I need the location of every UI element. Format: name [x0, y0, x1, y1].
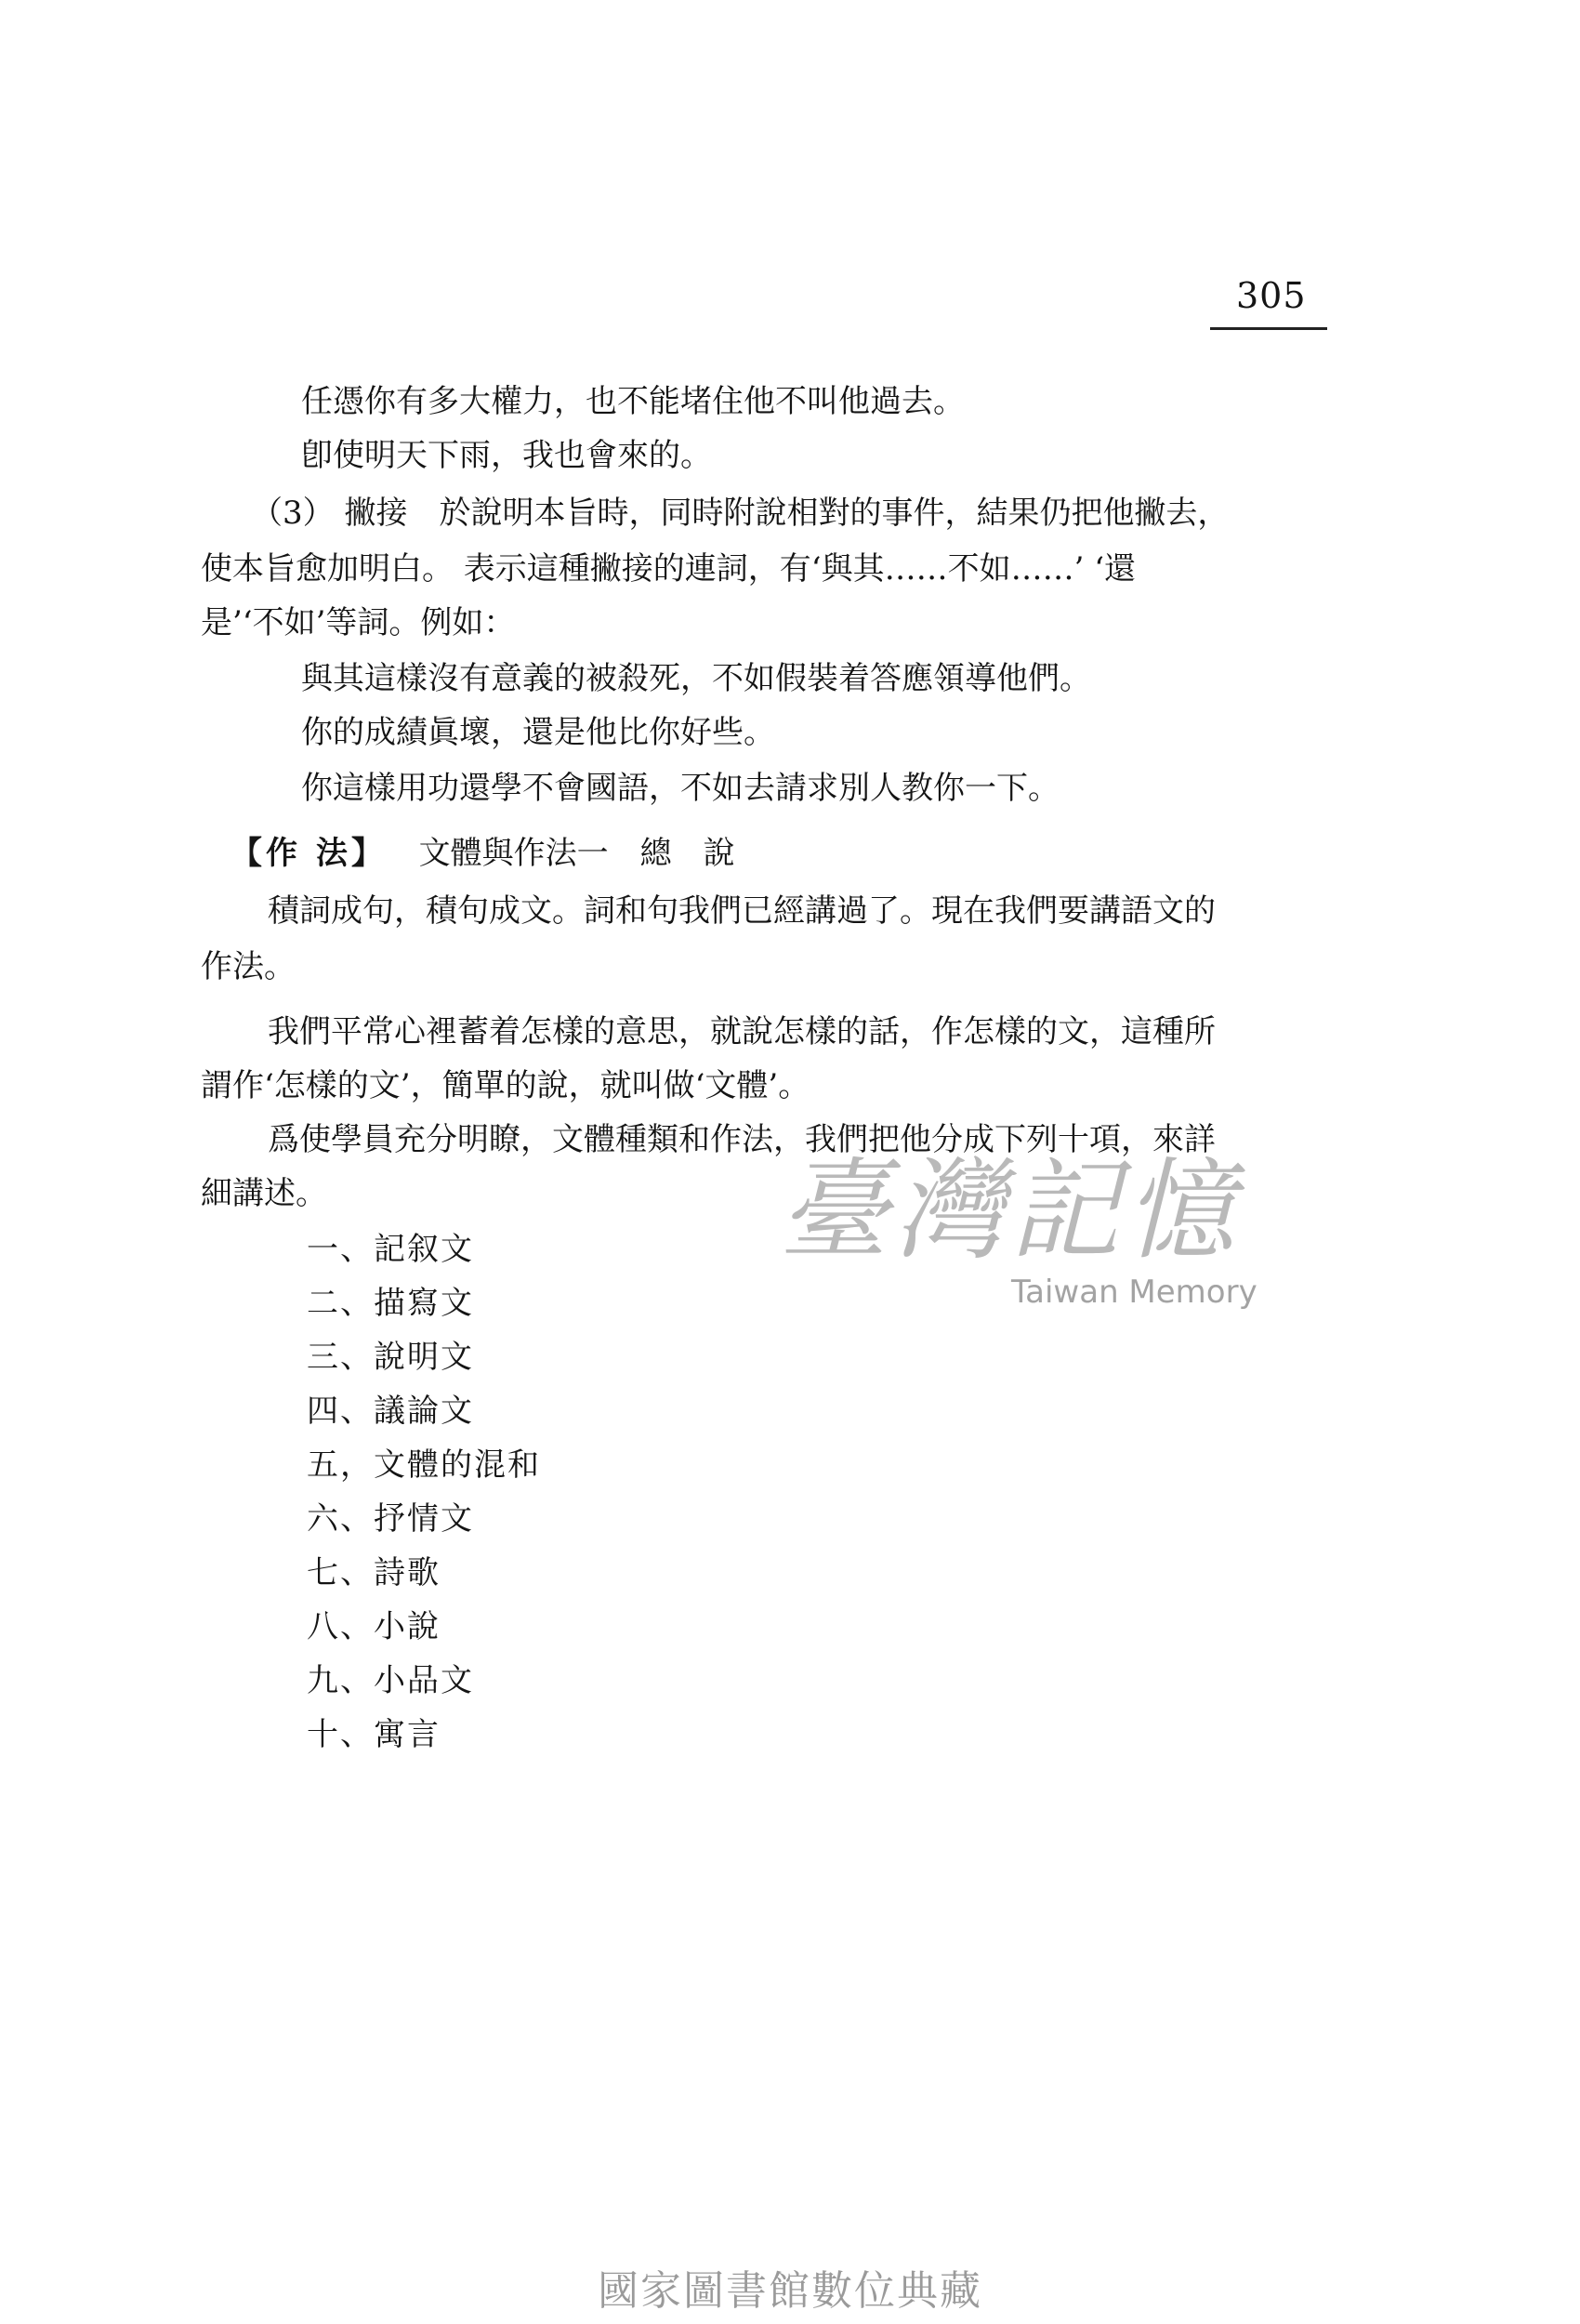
- heading-title: 文體與作法一 總 說: [418, 835, 735, 872]
- section-3-line: 使本旨愈加明白。 表示這種撇接的連詞，有‘與其……不如……’ ‘還: [201, 550, 1137, 588]
- example-line: 你這樣用功還學不會國語，不如去請求別人教你一下。: [301, 770, 1060, 807]
- list-item: 一、記叙文: [307, 1231, 474, 1268]
- paragraph-line: 爲使學員充分明瞭，文體種類和作法，我們把他分成下列十項，來詳: [268, 1121, 1216, 1158]
- page-number: 305: [1236, 275, 1307, 316]
- example-line: 與其這樣沒有意義的被殺死，不如假裝着答應領導他們。: [301, 660, 1091, 697]
- list-item: 七、詩歌: [307, 1554, 441, 1591]
- section-3-line: （3） 撇接 於說明本旨時，同時附說相對的事件，結果仍把他撇去，: [251, 495, 1230, 532]
- paragraph-line: 謂作‘怎樣的文’，簡單的說，就叫做‘文體’。: [201, 1067, 810, 1104]
- list-item: 八、小說: [307, 1608, 441, 1645]
- library-footer: 國家圖書館數位典藏: [598, 2267, 982, 2315]
- paragraph-line: 積詞成句，積句成文。詞和句我們已經講過了。現在我們要講語文的: [268, 892, 1216, 930]
- paragraph-line: 細講述。: [201, 1175, 327, 1212]
- heading-tag: 【作 法】: [230, 835, 387, 872]
- list-item: 四、議論文: [307, 1393, 474, 1430]
- watermark-chinese-text: 臺灣記憶: [779, 1146, 1241, 1274]
- taiwan-memory-watermark: [779, 1145, 1262, 1322]
- list-item: 三、說明文: [307, 1339, 474, 1376]
- example-line: 任憑你有多大權力，也不能堵住他不叫他過去。: [301, 383, 965, 420]
- watermark-english-text: Taiwan Memory: [1011, 1274, 1257, 1311]
- list-item: 九、小品文: [307, 1662, 474, 1699]
- list-item: 五，文體的混和: [307, 1446, 541, 1484]
- example-line: 卽使明天下雨，我也會來的。: [301, 437, 712, 474]
- section-3-line: 是’‘不如’等詞。例如：: [201, 604, 516, 641]
- list-item: 十、寓言: [307, 1716, 441, 1753]
- list-item: 二、描寫文: [307, 1285, 474, 1322]
- paragraph-line: 作法。: [201, 948, 296, 985]
- paragraph-line: 我們平常心裡蓄着怎樣的意思，就說怎樣的話，作怎樣的文，這種所: [268, 1013, 1216, 1050]
- list-item: 六、抒情文: [307, 1500, 474, 1538]
- page-number-underline: [1210, 327, 1327, 330]
- section-heading: [230, 833, 735, 874]
- example-line: 你的成績眞壞，還是他比你好些。: [301, 714, 775, 751]
